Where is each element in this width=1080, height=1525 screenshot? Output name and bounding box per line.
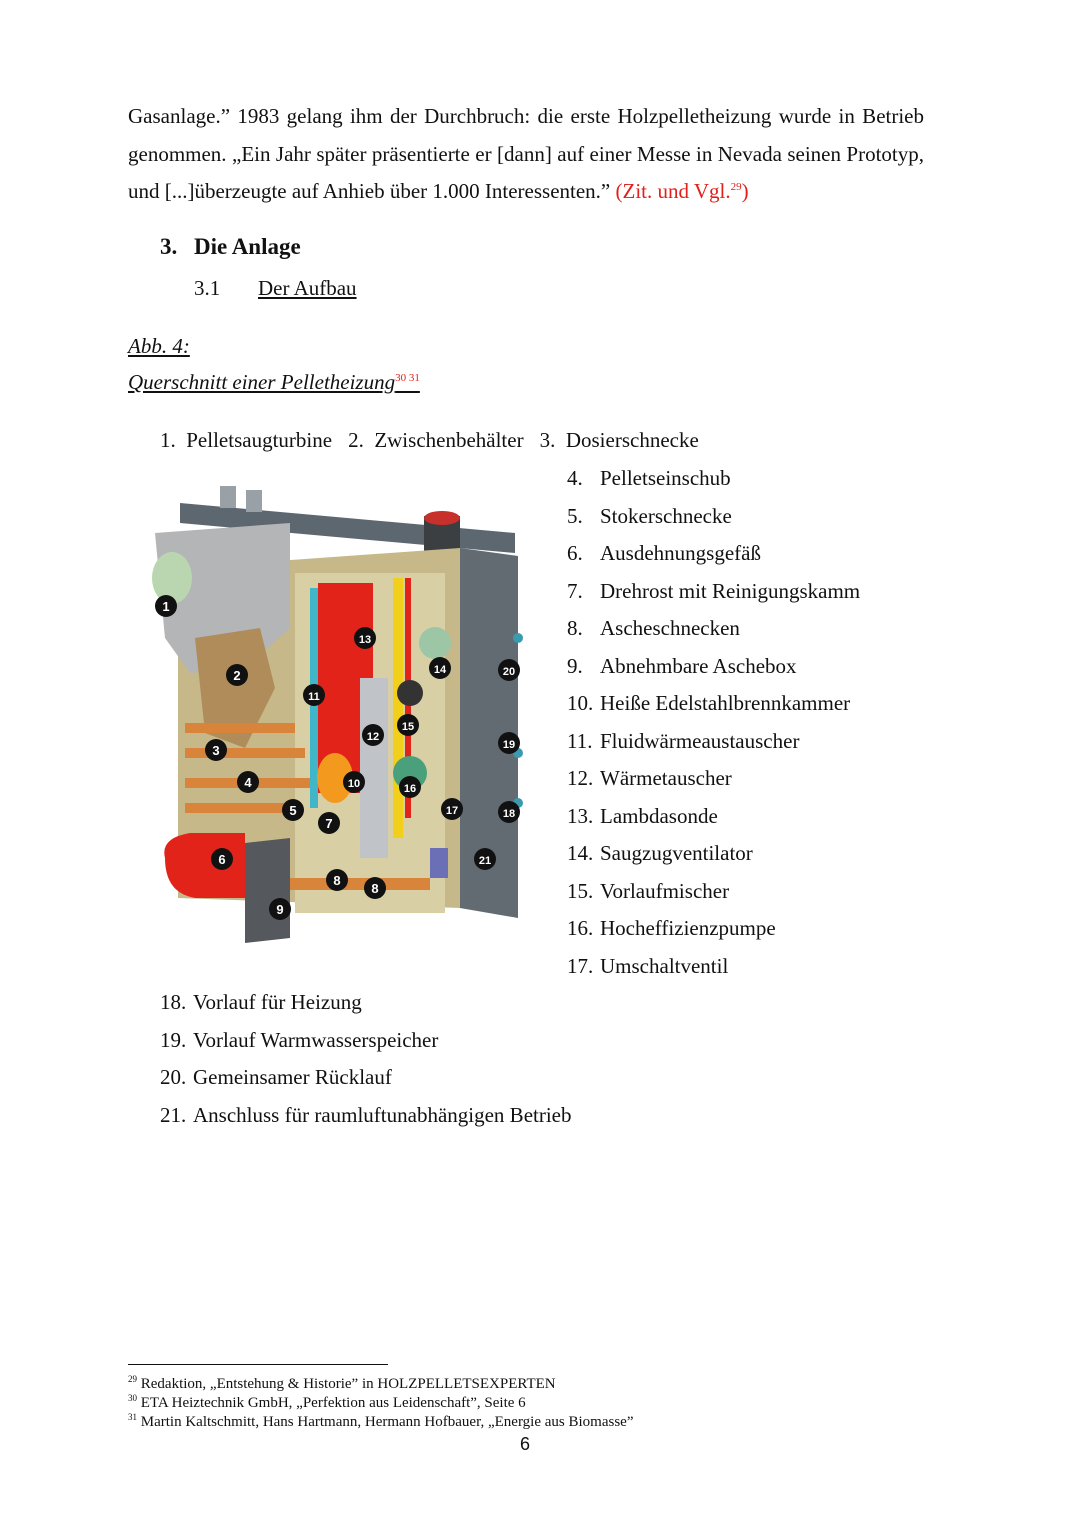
- marker-11: [303, 684, 325, 706]
- subsection-heading: 3.1 Der Aufbau: [194, 276, 357, 300]
- svg-text:17: 17: [445, 805, 459, 817]
- figure-label: Abb. 4:: [128, 334, 190, 358]
- intro-text: Gasanlage.” 1983 gelang ihm der Durchbruch: die erste Holzpelletheizung wurde in Betrieb genommen. „Ein Jahr später präsentierte er [dann] auf einer Messe in Nevada seinen Prototyp, und [...]überzeugte auf Anhieb über 1.000 Interessenten.”: [128, 104, 924, 203]
- svg-text:12: 12: [366, 731, 380, 743]
- svg-text:8: 8: [333, 873, 341, 888]
- marker-2: [226, 664, 248, 686]
- marker-4: [237, 771, 259, 793]
- svg-text:20: 20: [502, 666, 516, 678]
- list-item: 12. Wärmetauscher: [567, 766, 732, 790]
- list-item: 15. Vorlaufmischer: [567, 878, 730, 903]
- part-3: 3. Dosierschnecke: [539, 428, 699, 452]
- section-heading: 3. Die Anlage: [160, 234, 301, 259]
- svg-text:5: 5: [289, 803, 297, 818]
- list-item: 17. Umschaltventil: [567, 953, 729, 978]
- list-item: 19. Vorlauf Warmwasserspeicher: [160, 1027, 439, 1052]
- list-item: 5. Stokerschnecke: [567, 503, 732, 528]
- parts-list-right: [567, 466, 860, 991]
- svg-text:6: 6: [218, 852, 226, 867]
- list-item: 11. Fluidwärmeaustauscher: [567, 728, 800, 753]
- svg-text:13: 13: [358, 634, 372, 646]
- svg-text:16: 16: [403, 783, 417, 795]
- svg-text:7: 7: [325, 816, 333, 831]
- list-item: 13. Lambdasonde: [567, 803, 718, 828]
- list-item: 16. Hocheffizienzpumpe: [567, 916, 776, 940]
- svg-text:14: 14: [433, 664, 447, 676]
- list-item: 14. Saugzugventilator: [567, 841, 753, 865]
- list-item: 21. Anschluss für raumluftunabhängigen Betrieb: [160, 1102, 572, 1127]
- footnote: $^{30}$ ETA Heiztechnik GmbH, „Perfektion aus Leidenschaft”, Seite 6: [128, 1393, 526, 1411]
- marker-19: [498, 732, 520, 754]
- intro-paragraph: [128, 98, 924, 211]
- list-item: 8. Ascheschnecken: [567, 616, 740, 640]
- marker-8a: [326, 869, 348, 891]
- caption-refs: 30 31: [395, 372, 420, 384]
- svg-text:2: 2: [233, 668, 241, 683]
- part-1: 1. Pelletsaugturbine: [160, 428, 333, 452]
- list-item: 6. Ausdehnungsgefäß: [567, 541, 761, 565]
- footnote: $^{31}$ Martin Kaltschmitt, Hans Hartmann, Hermann Hofbauer, „Energie aus Biomasse”: [128, 1412, 634, 1430]
- parts-list-bottom: [160, 990, 572, 1140]
- marker-20: [498, 659, 520, 681]
- marker-6: [211, 848, 233, 870]
- svg-text:10: 10: [347, 778, 361, 790]
- marker-12: [362, 724, 384, 746]
- list-item: 7. Drehrost mit Reinigungskamm: [567, 578, 861, 603]
- list-item: 9. Abnehmbare Aschebox: [567, 653, 797, 678]
- marker-9: [269, 898, 291, 920]
- marker-15: [397, 714, 419, 736]
- svg-text:15: 15: [401, 721, 415, 733]
- svg-text:21: 21: [478, 855, 492, 867]
- pellet-heating-illustration: [150, 478, 530, 948]
- marker-16: [399, 776, 421, 798]
- list-item: 4. Pelletseinschub: [567, 466, 731, 490]
- marker-14: [429, 657, 451, 679]
- svg-text:4: 4: [244, 775, 252, 790]
- svg-text:18: 18: [502, 808, 516, 820]
- list-item: 20. Gemeinsamer Rücklauf: [160, 1065, 392, 1089]
- footnotes: [128, 1375, 633, 1432]
- marker-17: [441, 798, 463, 820]
- marker-18: [498, 801, 520, 823]
- page-number: 6: [519, 1434, 530, 1454]
- footnote-divider: [128, 1364, 388, 1365]
- list-item: 18. Vorlauf für Heizung: [160, 990, 362, 1014]
- marker-8b: [364, 877, 386, 899]
- marker-1: [155, 595, 177, 617]
- svg-text:8: 8: [371, 881, 379, 896]
- citation: (Zit. und Vgl.$^{29}$): [615, 179, 749, 203]
- svg-text:9: 9: [276, 902, 284, 917]
- marker-10: [343, 771, 365, 793]
- part-2: 2. Zwischenbehälter: [348, 428, 524, 452]
- figure-caption: Querschnitt einer Pelletheizung$^{30 31}$: [128, 370, 420, 394]
- svg-text:3: 3: [212, 743, 220, 758]
- svg-text:11: 11: [308, 691, 320, 703]
- marker-13: [354, 627, 376, 649]
- parts-first-line: [160, 428, 699, 453]
- svg-text:19: 19: [502, 739, 516, 751]
- marker-5: [282, 799, 304, 821]
- marker-3: [205, 739, 227, 761]
- marker-7: [318, 812, 340, 834]
- svg-text:1: 1: [162, 599, 170, 614]
- list-item: 10. Heiße Edelstahlbrennkammer: [567, 691, 851, 715]
- footnote: $^{29}$ Redaktion, „Entstehung & Historie” in HOLZPELLETSEXPERTEN: [128, 1374, 556, 1392]
- marker-21: [474, 848, 496, 870]
